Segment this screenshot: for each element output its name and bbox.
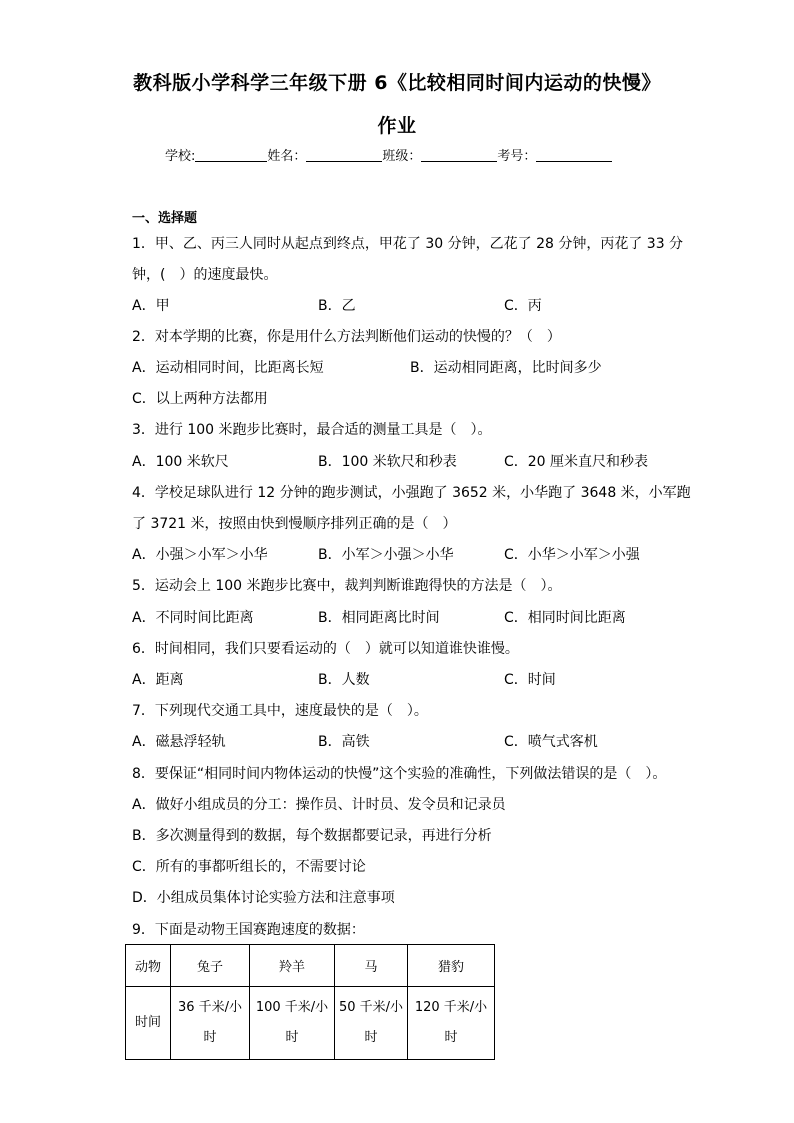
question-5-option-a: A．不同时间比距离 xyxy=(132,610,254,626)
question-3-option-b: B．100 米软尺和秒表 xyxy=(318,454,457,470)
table-header-cell: 兔子 xyxy=(171,945,250,987)
question-1-option-a: A．甲 xyxy=(132,298,170,314)
table-header-row xyxy=(126,945,495,987)
question-8-option-a: A．做好小组成员的分工：操作员、计时员、发令员和记录员 xyxy=(132,797,506,813)
question-4-line-1: 4．学校足球队进行 12 分钟的跑步测试，小强跑了 3652 米，小华跑了 3648 米，小军跑 xyxy=(132,485,691,501)
question-8-option-d: D．小组成员集体讨论实验方法和注意事项 xyxy=(132,890,395,906)
question-2-option-b: B．运动相同距离，比时间多少 xyxy=(410,360,602,376)
class-blank xyxy=(421,147,497,162)
question-5-line-1: 5．运动会上 100 米跑步比赛中，裁判判断谁跑得快的方法是（ ）。 xyxy=(132,578,562,594)
question-6-option-a: A．距离 xyxy=(132,672,184,688)
document-subtitle: 作业 xyxy=(377,115,417,137)
number-blank xyxy=(536,147,612,162)
table-row xyxy=(126,987,495,1060)
question-9-line-1: 9．下面是动物王国赛跑速度的数据： xyxy=(132,922,365,938)
cell-text: 50 千米/小 xyxy=(338,1000,404,1015)
table-row-label: 时间 xyxy=(126,987,171,1060)
table-header-cell: 马 xyxy=(335,945,408,987)
table-header-cell: 动物 xyxy=(126,945,171,987)
student-info-row xyxy=(165,145,612,164)
question-5-option-c: C．相同时间比距离 xyxy=(504,610,626,626)
table-cell xyxy=(171,987,250,1060)
question-2-option-c: C．以上两种方法都用 xyxy=(132,391,268,407)
question-4-option-b: B．小军＞小强＞小华 xyxy=(318,547,454,563)
question-2-option-a: A．运动相同时间，比距离长短 xyxy=(132,360,324,376)
table-header-cell: 羚羊 xyxy=(250,945,335,987)
question-2-line-1: 2．对本学期的比赛，你是用什么方法判断他们运动的快慢的？（ ） xyxy=(132,329,561,345)
cell-text: 120 千米/小 xyxy=(414,1000,488,1015)
question-1-option-c: C．丙 xyxy=(504,298,542,314)
cell-text: 36 千米/小 xyxy=(177,1000,243,1015)
document-title: 教科版小学科学三年级下册 6《比较相同时间内运动的快慢》 xyxy=(133,72,661,94)
question-8-option-c: C．所有的事都听组长的，不需要讨论 xyxy=(132,859,366,875)
table-cell xyxy=(408,987,495,1060)
question-3-option-c: C．20 厘米直尺和秒表 xyxy=(504,454,649,470)
question-7-option-a: A．磁悬浮轻轨 xyxy=(132,734,226,750)
table-header-cell: 猎豹 xyxy=(408,945,495,987)
question-3-line-1: 3．进行 100 米跑步比赛时，最合适的测量工具是（ ）。 xyxy=(132,422,492,438)
animal-speed-table xyxy=(125,944,495,1060)
cell-text: 时 xyxy=(203,1030,217,1045)
question-7-line-1: 7．下列现代交通工具中，速度最快的是（ ）。 xyxy=(132,703,428,719)
section-title: 一、选择题 xyxy=(132,211,198,226)
cell-text: 时 xyxy=(364,1030,378,1045)
question-5-option-b: B．相同距离比时间 xyxy=(318,610,440,626)
question-4-option-a: A．小强＞小军＞小华 xyxy=(132,547,268,563)
question-7-option-c: C．喷气式客机 xyxy=(504,734,598,750)
question-3-option-a: A．100 米软尺 xyxy=(132,454,229,470)
school-label: 学校: xyxy=(165,149,196,164)
question-6-line-1: 6．时间相同，我们只要看运动的（ ）就可以知道谁快谁慢。 xyxy=(132,641,519,657)
class-label: 班级： xyxy=(382,149,422,164)
question-8-option-b: B．多次测量得到的数据，每个数据都要记录，再进行分析 xyxy=(132,828,492,844)
question-6-option-b: B．人数 xyxy=(318,672,370,688)
question-4-option-c: C．小华＞小军＞小强 xyxy=(504,547,640,563)
table-cell xyxy=(335,987,408,1060)
table-cell xyxy=(250,987,335,1060)
question-1-option-b: B．乙 xyxy=(318,298,356,314)
school-blank xyxy=(195,147,267,162)
cell-text: 时 xyxy=(285,1030,299,1045)
question-1-line-2: 钟，( ）的速度最快。 xyxy=(132,267,278,283)
name-label: 姓名： xyxy=(267,149,307,164)
number-label: 考号： xyxy=(497,149,537,164)
question-4-line-2: 了 3721 米，按照由快到慢顺序排列正确的是（ ） xyxy=(132,516,457,532)
cell-text: 时 xyxy=(444,1030,458,1045)
cell-text: 100 千米/小 xyxy=(255,1000,329,1015)
name-blank xyxy=(306,147,382,162)
question-1-line-1: 1．甲、乙、丙三人同时从起点到终点，甲花了 30 分钟，乙花了 28 分钟，丙花了 33 分 xyxy=(132,236,684,252)
question-8-line-1: 8．要保证“相同时间内物体运动的快慢”这个实验的准确性，下列做法错误的是（ ）。 xyxy=(132,766,667,782)
question-6-option-c: C．时间 xyxy=(504,672,556,688)
question-7-option-b: B．高铁 xyxy=(318,734,370,750)
